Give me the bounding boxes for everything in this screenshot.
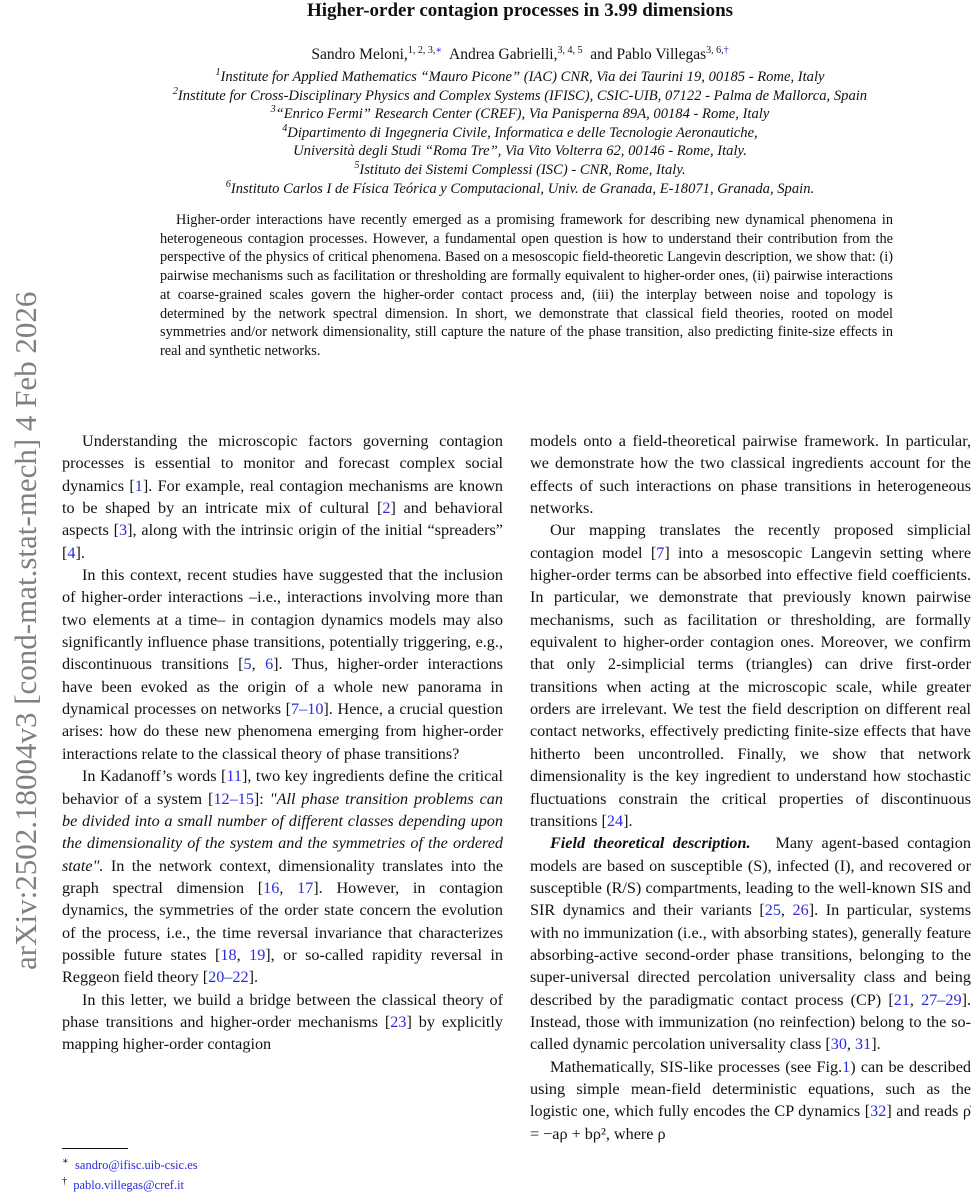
citation-link[interactable]: 23 — [390, 1012, 407, 1031]
citation-link[interactable]: 30 — [830, 1035, 847, 1054]
footnote-link[interactable]: † — [723, 44, 729, 56]
paragraph: Understanding the microscopic factors governing contagion processes is essential to monitor and forecast complex social dynamics [1]. For example, real contagion mechanisms are known to be shaped by an intricate mix of cultural [2] and behavioral aspects [3], along with the intrinsic origin of the initial “spreaders” [4]. — [62, 432, 504, 562]
citation-link[interactable]: 6 — [265, 655, 274, 674]
citation-link[interactable]: 31 — [855, 1035, 872, 1054]
citation-link[interactable]: 3 — [119, 521, 128, 540]
author-list — [0, 46, 971, 64]
email-link[interactable]: pablo.villegas@cref.it — [73, 1178, 185, 1192]
citation-link[interactable]: 19 — [249, 945, 266, 964]
citation-link[interactable]: 1 — [134, 476, 143, 495]
email-link[interactable]: sandro@ifisc.uib-csic.es — [75, 1158, 198, 1172]
citation-link[interactable]: 4 — [67, 543, 76, 562]
affiliation — [0, 87, 971, 106]
affiliation — [0, 124, 971, 143]
affiliations — [0, 68, 971, 198]
affil-text: Institute for Applied Mathematics “Mauro Picone” (IAC) CNR, Via dei Taurini 19, 00185 - Rome, Italy — [220, 69, 825, 85]
paragraph-text: In the network context, dimensionality translates into the graph spectral dimension [16, 17]. However, in contagion dynamics, the symmetries of the order state concern the evolution of the process, i.e., the time reversal invariance that characterizes possible future states [18, 19], or so-called rapidity reversal in Reggeon field theory [20–22]. — [62, 856, 504, 987]
paragraph: models onto a field-theoretical pairwise framework. In particular, we demonstrate how the two classical ingredients account for the effects of such interactions on phase transitions in heterogeneous networks. — [530, 432, 971, 518]
paragraph-text: In Kadanoff’s words [11], two key ingredients define the critical behavior of a system [12–15]: — [62, 767, 503, 808]
author-name: Sandro Meloni, — [311, 46, 408, 63]
footnote — [62, 1155, 503, 1175]
citation-link[interactable]: 20–22 — [208, 968, 249, 987]
citation-link[interactable]: 16 — [263, 878, 280, 897]
citation-link[interactable]: 5 — [243, 655, 252, 674]
affil-number: 1 — [215, 67, 221, 79]
citation-link[interactable]: 26 — [792, 901, 809, 920]
affil-number: 6 — [225, 178, 231, 190]
author-affil-sup: 3, 6, — [706, 44, 724, 56]
right-column — [530, 430, 971, 1145]
arxiv-stamp: arXiv:2502.18004v3 [cond-mat.stat-mech] 4 Feb 2026 — [8, 291, 43, 971]
citation-link[interactable]: 32 — [870, 1102, 887, 1121]
affiliation — [0, 161, 971, 180]
affiliation — [0, 180, 971, 199]
kadanoff-quote: "All phase transition problems can be divided into a small number of different classes depending upon the dimensionality of the system and the symmetries of the ordered state". — [62, 789, 503, 875]
footnote-mark: † — [62, 1175, 67, 1187]
author-name: and Pablo Villegas — [590, 46, 707, 63]
footnote-link[interactable]: ∗ — [435, 44, 443, 56]
affil-text: Institute for Cross-Disciplinary Physics and Complex Systems (IFISC), CSIC-UIB, 07122 - Palma de Mallorca, Spain — [177, 87, 868, 104]
footnotes — [62, 1138, 503, 1195]
affil-text: Istituto dei Sistemi Complessi (ISC) - CNR, Rome, Italy. — [359, 161, 686, 178]
affil-text: Dipartimento di Ingegneria Civile, Informatica e delle Tecnologie Aeronautiche, — [287, 124, 758, 141]
paper-title: Higher-order contagion processes in 3.99 dimensions — [306, 0, 734, 21]
affiliation — [0, 142, 971, 161]
left-column — [62, 430, 503, 1056]
paragraph: Mathematically, SIS-like processes (see Fig.1) can be described using simple mean-field deterministic equations, such as the logistic one, which fully encodes the CP dynamics [32] and reads ρ̇ = −aρ + bρ², where ρ — [530, 1057, 971, 1143]
paragraph: Our mapping translates the recently proposed simplicial contagion model [7] into a mesoscopic Langevin setting where higher-order terms can be absorbed into effective field coefficients. In particular, we demonstrate that previously known pairwise mechanisms, such as facilitation or thresholding, are formally equivalent to higher-order contagion ones. Moreover, we confirm that only 2-simplicial terms (triangles) can drive first-order transitions when acting at the microscopic scale, while greater orders are irrelevant. We test the field description on different real contact networks, effectively predicting finite-size effects that have hitherto been uncontrolled. Finally, we show that network dimensionality is the key ingredient to understand how stochastic fluctuations constrain the critical properties of discontinuous transitions [24]. — [530, 521, 971, 830]
citation-link[interactable]: 7–10 — [291, 700, 324, 719]
affiliation — [0, 105, 971, 124]
affil-text: Università degli Studi “Roma Tre”, Via Vito Volterra 62, 00146 - Rome, Italy. — [293, 143, 747, 160]
affil-number: 3 — [270, 104, 276, 116]
paragraph — [530, 832, 971, 1055]
footnote — [62, 1175, 503, 1195]
affiliation — [0, 68, 971, 87]
citation-link[interactable]: 18 — [220, 945, 237, 964]
abstract: Higher-order interactions have recently emerged as a promising framework for describing new dynamical phenomena in heterogeneous contagion processes. However, a fundamental open question is how to understand their contribution from the perspective of the physics of critical phenomena. Based on a mesoscopic field-theoretic Langevin description, we show that: (i) pairwise mechanisms such as facilitation or thresholding are formally equivalent to higher-order ones, (ii) pairwise interactions at coarse-grained scales govern the higher-order contact process and, (iii) the interplay between noise and topology is determined by the network spectral dimension. In short, we demonstrate that classical field theories, rooted on model symmetries and/or network dimensionality, still capture the nature of the phase transition, also predicting finite-size effects in real and synthetic networks. — [160, 212, 893, 359]
paragraph: In this context, recent studies have suggested that the inclusion of higher-order interactions –i.e., interactions involving more than two elements at a time– in contagion dynamics models may also significantly influence phase transitions, potentially triggering, e.g., discontinuous transitions [5, 6]. Thus, higher-order interactions have been evoked as the origin of a whole new panorama in dynamical processes on networks [7–10]. Hence, a crucial question arises: how do these new phenomena emerging from higher-order interactions relate to the classical theory of phase transitions? — [62, 566, 503, 763]
citation-link[interactable]: 2 — [382, 499, 391, 518]
footnote-rule — [62, 1148, 128, 1149]
author-name: Andrea Gabrielli, — [449, 46, 558, 63]
section-heading: Field theoretical description. — [550, 834, 751, 853]
affil-number: 5 — [354, 160, 360, 172]
citation-link[interactable]: 27–29 — [921, 990, 962, 1009]
citation-link[interactable]: 25 — [764, 901, 781, 920]
author-affil-sup: 3, 4, 5 — [557, 44, 583, 56]
citation-link[interactable]: 11 — [226, 767, 242, 786]
paragraph: In this letter, we build a bridge between the classical theory of phase transitions and higher-order mechanisms [23] by explicitly mapping higher-order contagion — [62, 990, 503, 1054]
footnote-mark: ∗ — [62, 1155, 69, 1167]
citation-link[interactable]: 24 — [606, 811, 624, 830]
author-affil-sup: 1, 2, 3, — [407, 44, 436, 56]
left-column-wrapper — [62, 430, 503, 1195]
paragraph — [62, 765, 503, 988]
citation-link[interactable]: 7 — [656, 543, 665, 562]
citation-link[interactable]: 12–15 — [213, 789, 254, 808]
paragraph-text: Many agent-based contagion models are based on susceptible (S), infected (I), and recovered or susceptible (R/S) compartments, leading to the well-known SIS and SIR dynamics and their variants [25, 26]. In particular, systems with no immunization (i.e., with absorbing states), generally feature absorbing-active second-order phase transitions, belonging to the super-universal directed percolation universality class and being described by the paradigmatic contact process (CP) [21, 27–29]. Instead, those with immunization (no reinfection) belong to the so-called dynamic percolation universality class [30, 31]. — [530, 834, 971, 1054]
affil-number: 4 — [282, 122, 288, 134]
affil-number: 2 — [172, 85, 178, 97]
affil-text: “Enrico Fermi” Research Center (CREF), Via Panisperna 89A, 00184 - Rome, Italy — [275, 106, 770, 123]
citation-link[interactable]: 21 — [893, 990, 910, 1009]
affil-text: Instituto Carlos I de Física Teórica y Computacional, Univ. de Granada, E-18071, Granada, Spain. — [230, 180, 815, 197]
figure-link[interactable]: 1 — [842, 1057, 851, 1076]
citation-link[interactable]: 17 — [297, 878, 314, 897]
